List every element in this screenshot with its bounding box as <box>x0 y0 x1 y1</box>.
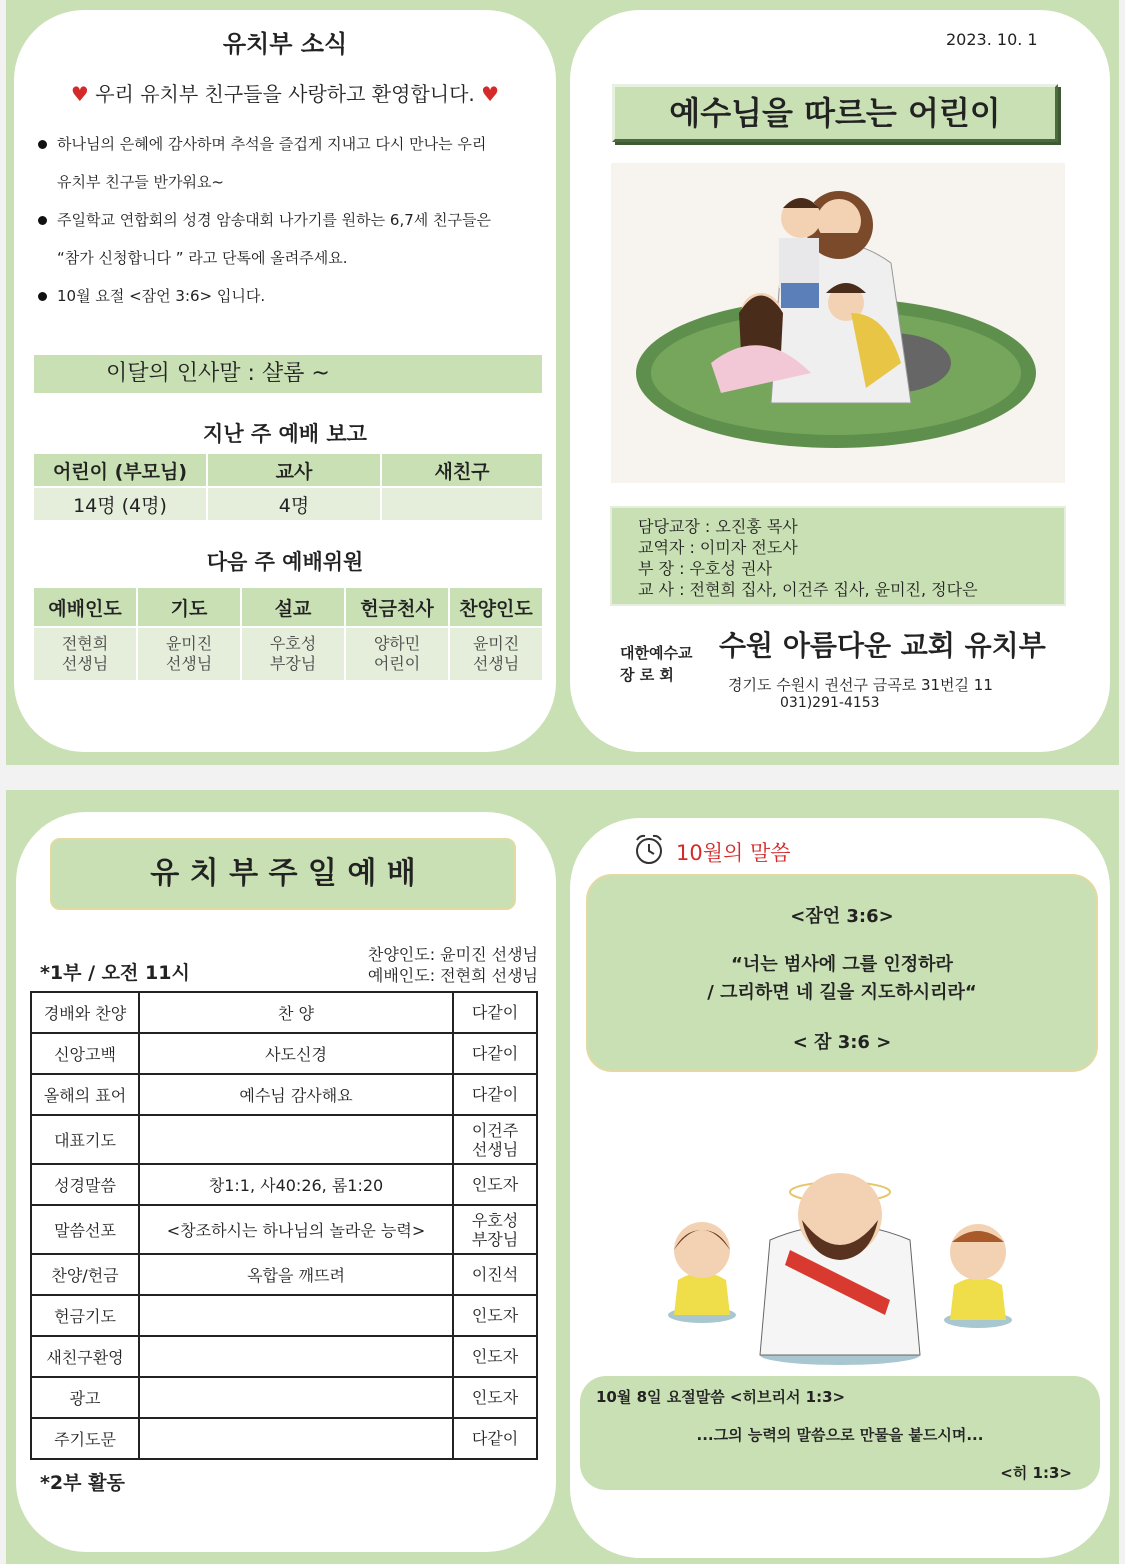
order-content <box>139 1418 453 1459</box>
word-panel <box>570 818 1110 1558</box>
order-leader: 다같이 <box>453 1074 537 1115</box>
staff-line: 담당교장 : 오진홍 목사 <box>638 517 798 536</box>
part1-heading: *1부 / 오전 11시 <box>40 962 190 984</box>
order-item: 주기도문 <box>31 1418 139 1459</box>
order-leader: 인도자 <box>453 1295 537 1336</box>
order-item: 광고 <box>31 1377 139 1418</box>
list-item: 10월 요절 <잠언 3:6> 입니다. <box>38 277 538 315</box>
order-content: 창1:1, 사40:26, 롬1:20 <box>139 1164 453 1205</box>
news-title: 유치부 소식 <box>222 30 348 58</box>
verse-line: “너는 범사에 그를 인정하라 <box>731 954 953 975</box>
jesus-children-illustration <box>611 163 1065 483</box>
order-content: <창조하시는 하나님의 놀라운 능력> <box>139 1205 453 1254</box>
part2-heading: *2부 활동 <box>40 1472 125 1494</box>
table-row <box>31 1418 537 1459</box>
table-cell <box>381 487 543 521</box>
table-header: 헌금천사 <box>345 587 449 627</box>
bulletin-date: 2023. 10. 1 <box>946 30 1038 49</box>
table-row <box>31 1033 537 1074</box>
memory-title: 10월 8일 요절말씀 <히브리서 1:3> <box>596 1388 846 1406</box>
order-content: 사도신경 <box>139 1033 453 1074</box>
table-row <box>31 1115 537 1164</box>
table-header: 어린이 (부모님) <box>33 453 207 487</box>
verse-ref: <잠언 3:6> <box>790 906 894 927</box>
table-header: 기도 <box>137 587 241 627</box>
church-address: 경기도 수원시 권선구 금곡로 31번길 11 <box>728 676 993 694</box>
table-cell: 윤미진 선생님 <box>137 627 241 681</box>
order-leader: 다같이 <box>453 1418 537 1459</box>
news-bullets <box>38 125 538 315</box>
next-title: 다음 주 예배위원 <box>206 550 364 574</box>
order-content <box>139 1336 453 1377</box>
order-content: 예수님 감사해요 <box>139 1074 453 1115</box>
cover-panel <box>570 10 1110 752</box>
table-row <box>31 1254 537 1295</box>
table-cell: 양하민 어린이 <box>345 627 449 681</box>
order-content <box>139 1295 453 1336</box>
list-item: 하나님의 은혜에 감사하며 추석을 즐겁게 지내고 다시 만나는 우리 <box>38 125 538 163</box>
table-row <box>31 1377 537 1418</box>
order-content: 옥합을 깨뜨려 <box>139 1254 453 1295</box>
report-table <box>32 452 544 522</box>
staff-line: 교 사 : 전현희 집사, 이건주 집사, 윤미진, 정다은 <box>638 580 978 599</box>
table-cell: 우호성 부장님 <box>241 627 345 681</box>
staff-box <box>610 506 1066 606</box>
table-cell: 윤미진 선생님 <box>449 627 543 681</box>
greeting-text: 이달의 인사말 : 샬롬 ~ <box>106 361 330 386</box>
verse-box <box>586 874 1098 1072</box>
table-cell: 전현희 선생님 <box>33 627 137 681</box>
order-leader: 다같이 <box>453 992 537 1033</box>
staff-line: 부 장 : 우호성 권사 <box>638 559 772 578</box>
bullet-icon <box>38 216 47 225</box>
table-row <box>31 1074 537 1115</box>
denomination: 대한예수교 장 로 회 <box>620 644 693 684</box>
order-item: 새친구환영 <box>31 1336 139 1377</box>
table-row <box>31 992 537 1033</box>
worship-title: 유 치 부 주 일 예 배 <box>50 838 516 910</box>
order-table <box>30 991 538 1460</box>
order-content <box>139 1115 453 1164</box>
worship-leaders: 찬양인도: 윤미진 선생님 예배인도: 전현희 선생님 <box>367 945 538 985</box>
memory-text: ...그의 능력의 말씀으로 만물을 붙드시며... <box>696 1426 984 1444</box>
table-header: 설교 <box>241 587 345 627</box>
cover-title: 예수님을 따르는 어린이 <box>612 84 1058 142</box>
order-leader: 인도자 <box>453 1336 537 1377</box>
order-leader: 이건주 선생님 <box>453 1115 537 1164</box>
next-table <box>32 586 544 682</box>
verse-ref-short: < 잠 3:6 > <box>792 1032 892 1053</box>
list-item: 주일학교 연합회의 성경 암송대회 나가기를 원하는 6,7세 친구들은 <box>38 201 538 239</box>
order-leader: 우호성 부장님 <box>453 1205 537 1254</box>
table-row <box>31 1205 537 1254</box>
welcome-text: 우리 유치부 친구들을 사랑하고 환영합니다. <box>95 82 475 106</box>
verse-line: / 그리하면 네 길을 지도하시리라“ <box>707 982 977 1003</box>
staff-line: 교역자 : 이미자 전도사 <box>638 538 798 557</box>
order-leader: 이진석 <box>453 1254 537 1295</box>
bullet-icon <box>38 292 47 301</box>
welcome-line <box>14 78 556 107</box>
memory-ref: <히 1:3> <box>1000 1464 1072 1482</box>
order-item: 대표기도 <box>31 1115 139 1164</box>
order-leader: 인도자 <box>453 1164 537 1205</box>
order-item: 찬양/헌금 <box>31 1254 139 1295</box>
heart-icon: ♥ <box>70 82 89 106</box>
word-title: 10월의 말씀 <box>676 841 791 865</box>
bullet-icon <box>38 140 47 149</box>
table-header: 새친구 <box>381 453 543 487</box>
alarm-clock-icon <box>632 832 666 870</box>
news-panel <box>14 10 556 752</box>
table-header: 예배인도 <box>33 587 137 627</box>
list-item-cont: 유치부 친구들 반가워요~ <box>57 173 225 191</box>
order-item: 올해의 표어 <box>31 1074 139 1115</box>
table-header: 찬양인도 <box>449 587 543 627</box>
table-row <box>31 1164 537 1205</box>
order-item: 말씀선포 <box>31 1205 139 1254</box>
worship-panel <box>16 812 556 1552</box>
greeting-bar <box>34 355 542 393</box>
church-phone: 031)291-4153 <box>780 695 880 711</box>
order-content <box>139 1377 453 1418</box>
order-content: 찬 양 <box>139 992 453 1033</box>
table-cell: 14명 (4명) <box>33 487 207 521</box>
order-leader: 인도자 <box>453 1377 537 1418</box>
order-item: 경배와 찬양 <box>31 992 139 1033</box>
church-name: 수원 아름다운 교회 유치부 <box>719 629 1046 662</box>
table-header: 교사 <box>207 453 381 487</box>
table-row <box>31 1295 537 1336</box>
report-title: 지난 주 예배 보고 <box>203 422 367 446</box>
heart-icon: ♥ <box>481 82 500 106</box>
order-leader: 다같이 <box>453 1033 537 1074</box>
order-item: 신앙고백 <box>31 1033 139 1074</box>
list-item-cont: “참가 신청합니다 ” 라고 단톡에 올려주세요. <box>57 249 348 267</box>
table-row <box>31 1336 537 1377</box>
praying-illustration <box>630 1130 1050 1368</box>
order-item: 헌금기도 <box>31 1295 139 1336</box>
table-cell: 4명 <box>207 487 381 521</box>
order-item: 성경말씀 <box>31 1164 139 1205</box>
memory-verse-box <box>580 1376 1100 1490</box>
